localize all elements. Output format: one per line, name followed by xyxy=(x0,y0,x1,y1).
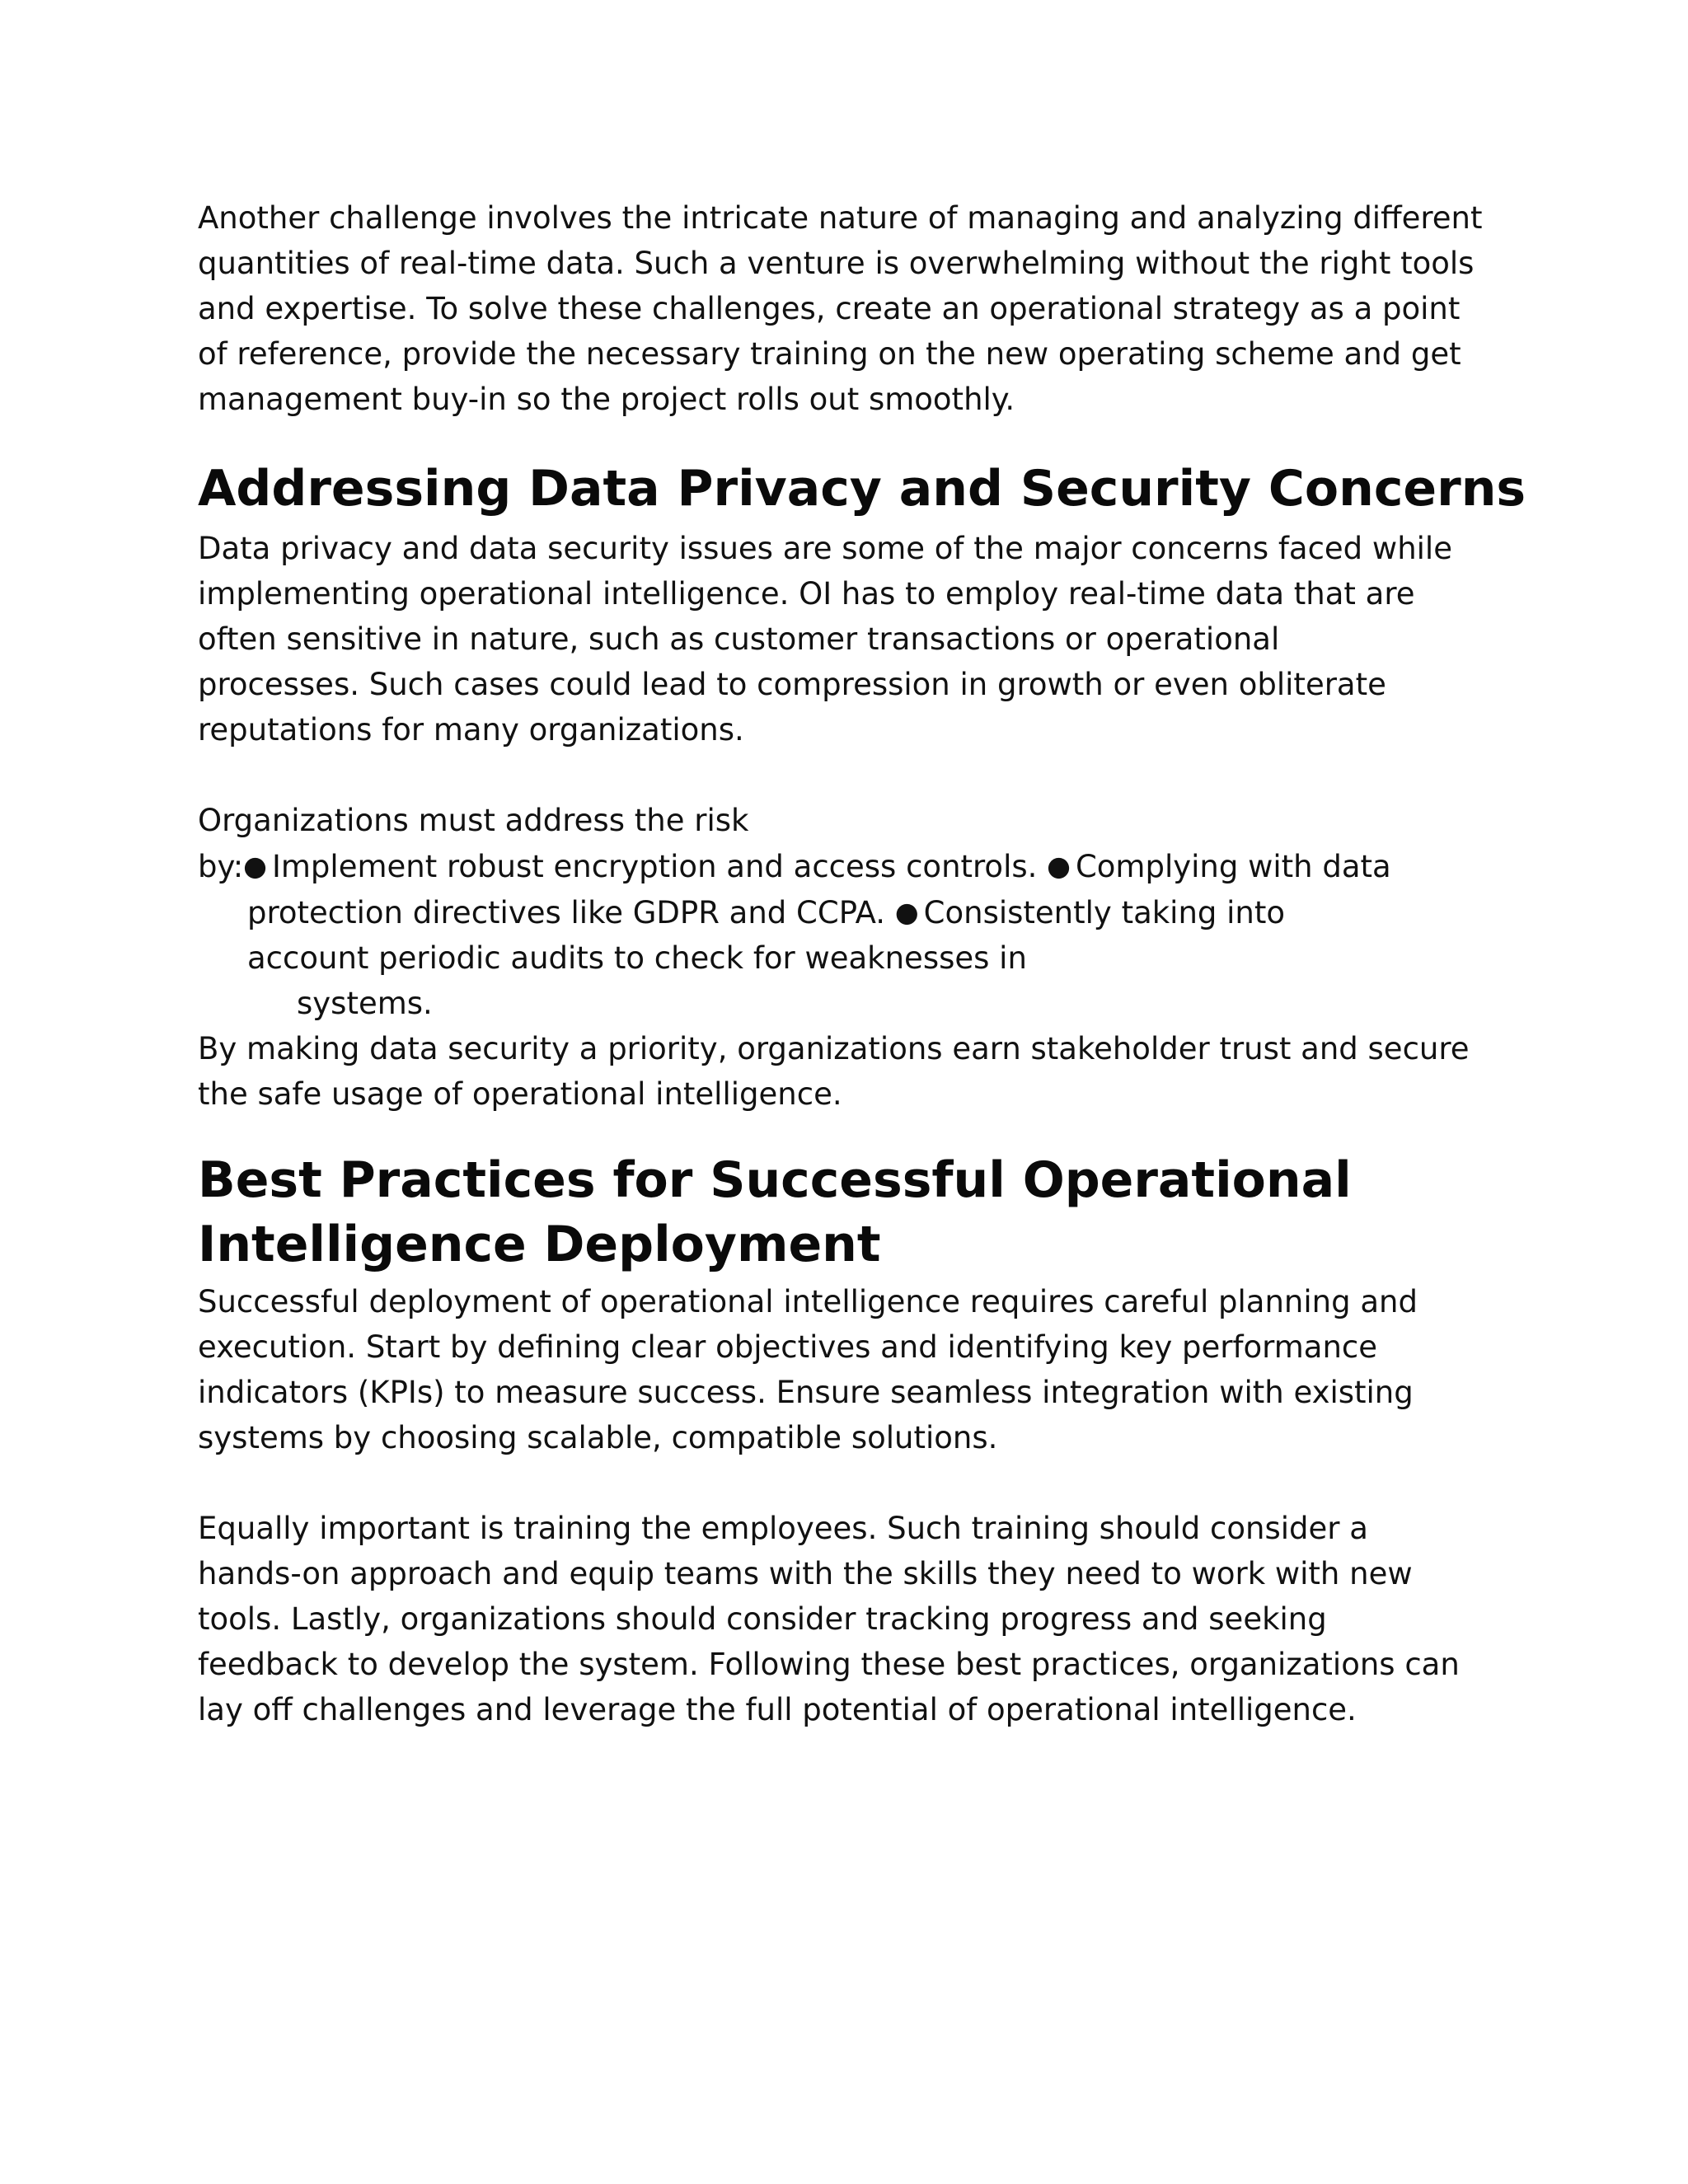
paragraph-line: and expertise. To solve these challenges, create an operational strategy as a point xyxy=(198,291,1461,326)
paragraph-line: Data privacy and data security issues are some of the major concerns faced while xyxy=(198,531,1452,566)
risk-intro: Organizations must address the risk xyxy=(198,803,749,838)
paragraph-line: implementing operational intelligence. OI has to employ real-time data that are xyxy=(198,576,1415,612)
intro-paragraph xyxy=(198,195,1500,422)
bullet-icon: ● xyxy=(894,896,919,928)
paragraph-line: hands-on approach and equip teams with the skills they need to work with new xyxy=(198,1556,1413,1591)
heading-line: Best Practices for Successful Operational xyxy=(198,1151,1352,1209)
paragraph-line: Successful deployment of operational intelligence requires careful planning and xyxy=(198,1284,1418,1319)
risk-line-1 xyxy=(198,843,1500,889)
paragraph-line: tools. Lastly, organizations should consider tracking progress and seeking xyxy=(198,1601,1327,1637)
paragraph-line: Another challenge involves the intricate nature of managing and analyzing different xyxy=(198,200,1483,236)
paragraph-line: management buy-in so the project rolls out smoothly. xyxy=(198,382,1015,417)
bullet-item-encryption: Implement robust encryption and access controls. xyxy=(271,849,1038,884)
closing-line: the safe usage of operational intelligence. xyxy=(198,1076,842,1112)
bullet-icon: ● xyxy=(1047,850,1071,882)
risk-line-4: systems. xyxy=(297,986,433,1021)
best-practices-paragraph-1 xyxy=(198,1279,1500,1460)
risk-list xyxy=(198,798,1500,1117)
paragraph-line: lay off challenges and leverage the full potential of operational intelligence. xyxy=(198,1692,1357,1727)
paragraph-line: of reference, provide the necessary training on the new operating scheme and get xyxy=(198,336,1461,372)
best-practices-paragraph-2 xyxy=(198,1506,1500,1732)
bullet-item-audits-start: Consistently taking into xyxy=(923,895,1286,930)
heading-line: Addressing Data Privacy and Security Concerns xyxy=(198,460,1526,518)
bullet-icon: ● xyxy=(243,850,267,882)
privacy-paragraph xyxy=(198,526,1500,752)
heading-line: Intelligence Deployment xyxy=(198,1216,881,1273)
paragraph-line: indicators (KPIs) to measure success. Ensure seamless integration with existing xyxy=(198,1375,1414,1410)
privacy-section-heading xyxy=(198,457,1526,521)
bullet-item-compliance-start: Complying with data xyxy=(1075,849,1391,884)
paragraph-line: processes. Such cases could lead to compression in growth or even obliterate xyxy=(198,667,1386,702)
paragraph-line: quantities of real-time data. Such a venture is overwhelming without the right tools xyxy=(198,246,1475,281)
risk-line-3: account periodic audits to check for weaknesses in xyxy=(247,940,1027,976)
bullet-item-compliance-end: protection directives like GDPR and CCPA. xyxy=(247,895,886,930)
closing-line: By making data security a priority, organizations earn stakeholder trust and secure xyxy=(198,1031,1470,1066)
risk-line-2 xyxy=(198,889,1500,935)
paragraph-line: Equally important is training the employees. Such training should consider a xyxy=(198,1511,1368,1546)
paragraph-line: feedback to develop the system. Following these best practices, organizations can xyxy=(198,1647,1460,1682)
paragraph-line: systems by choosing scalable, compatible solutions. xyxy=(198,1420,998,1455)
best-practices-heading xyxy=(198,1148,1500,1277)
paragraph-line: execution. Start by defining clear objectives and identifying key performance xyxy=(198,1329,1378,1365)
risk-by-label: by: xyxy=(198,849,244,884)
paragraph-line: reputations for many organizations. xyxy=(198,712,744,748)
paragraph-line: often sensitive in nature, such as customer transactions or operational xyxy=(198,621,1280,657)
